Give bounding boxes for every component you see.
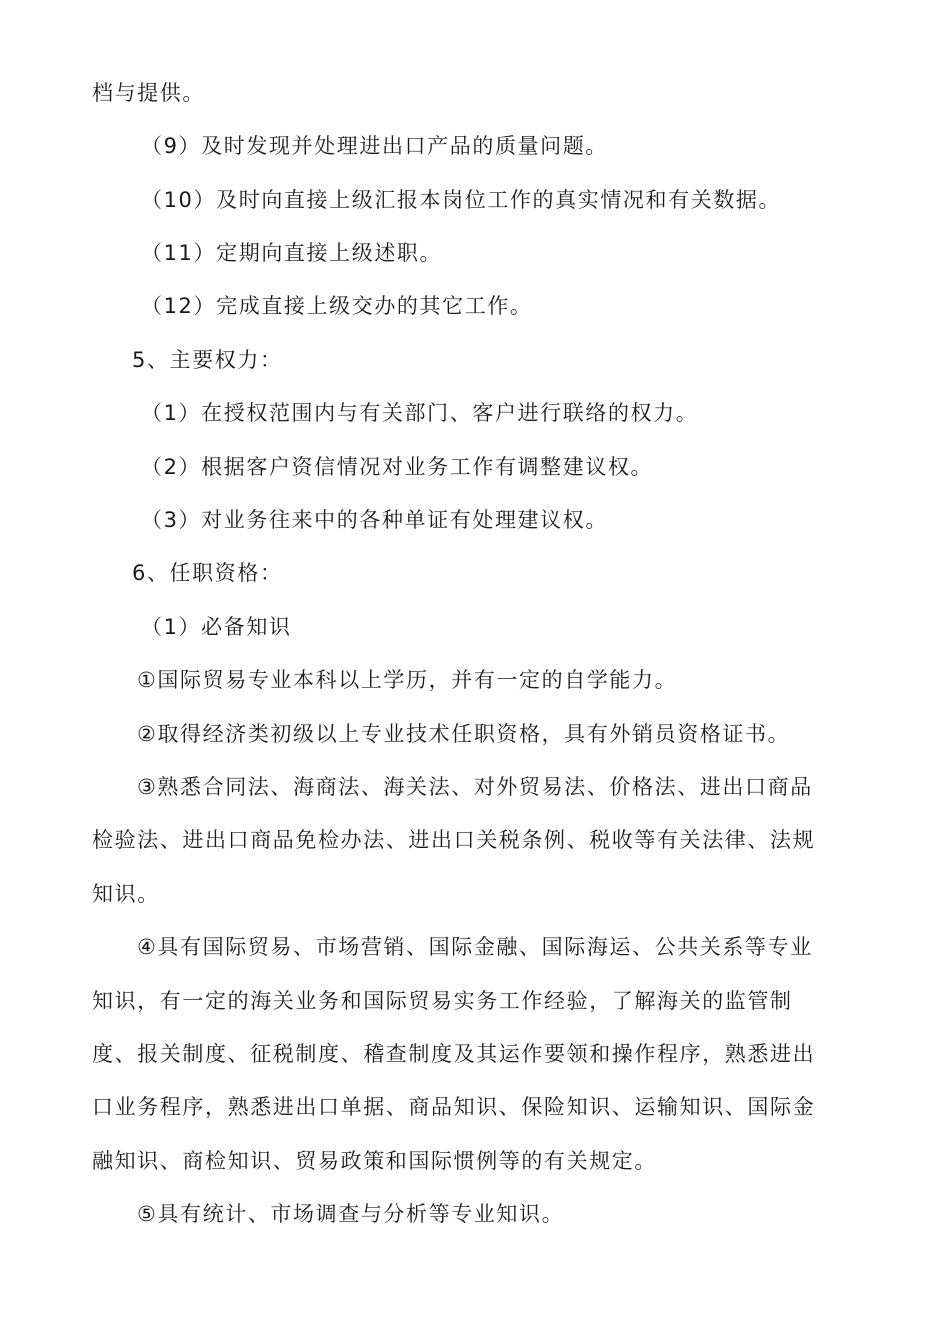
list-item-11: （11）定期向直接上级述职。 [141,241,443,265]
knowledge-item-2: ②取得经济类初级以上专业技术任职资格，具有外销员资格证书。 [137,722,791,746]
knowledge-item-3: ③熟悉合同法、海商法、海关法、对外贸易法、价格法、进出口商品 [137,775,813,799]
section-heading-5: 5、主要权力： [132,348,283,372]
subsection-heading-1: （1）必备知识 [141,615,292,639]
knowledge-item-4: ④具有国际贸易、市场营销、国际金融、国际海运、公共关系等专业 [137,935,813,959]
paragraph-line: 档与提供。 [92,81,205,105]
list-item-10: （10）及时向直接上级汇报本岗位工作的真实情况和有关数据。 [141,188,782,212]
knowledge-item-5: ⑤具有统计、市场调查与分析等专业知识。 [137,1202,565,1226]
paragraph-line: 融知识、商检知识、贸易政策和国际惯例等的有关规定。 [92,1149,657,1173]
paragraph-line: 检验法、进出口商品免检办法、进出口关税条例、税收等有关法律、法规 [92,828,816,852]
paragraph-line: 口业务程序，熟悉进出口单据、商品知识、保险知识、运输知识、国际金 [92,1095,816,1119]
power-item-1: （1）在授权范围内与有关部门、客户进行联络的权力。 [141,401,699,425]
list-item-12: （12）完成直接上级交办的其它工作。 [141,294,533,318]
power-item-3: （3）对业务往来中的各种单证有处理建议权。 [141,508,608,532]
paragraph-line: 度、报关制度、征税制度、稽查制度及其运作要领和操作程序，熟悉进出 [92,1042,816,1066]
knowledge-item-1: ①国际贸易专业本科以上学历，并有一定的自学能力。 [137,668,678,692]
paragraph-line: 知识，有一定的海关业务和国际贸易实务工作经验，了解海关的监管制 [92,989,793,1013]
list-item-9: （9）及时发现并处理进出口产品的质量问题。 [141,134,608,158]
paragraph-line: 知识。 [92,882,160,906]
section-heading-6: 6、任职资格： [132,561,283,585]
power-item-2: （2）根据客户资信情况对业务工作有调整建议权。 [141,455,654,479]
